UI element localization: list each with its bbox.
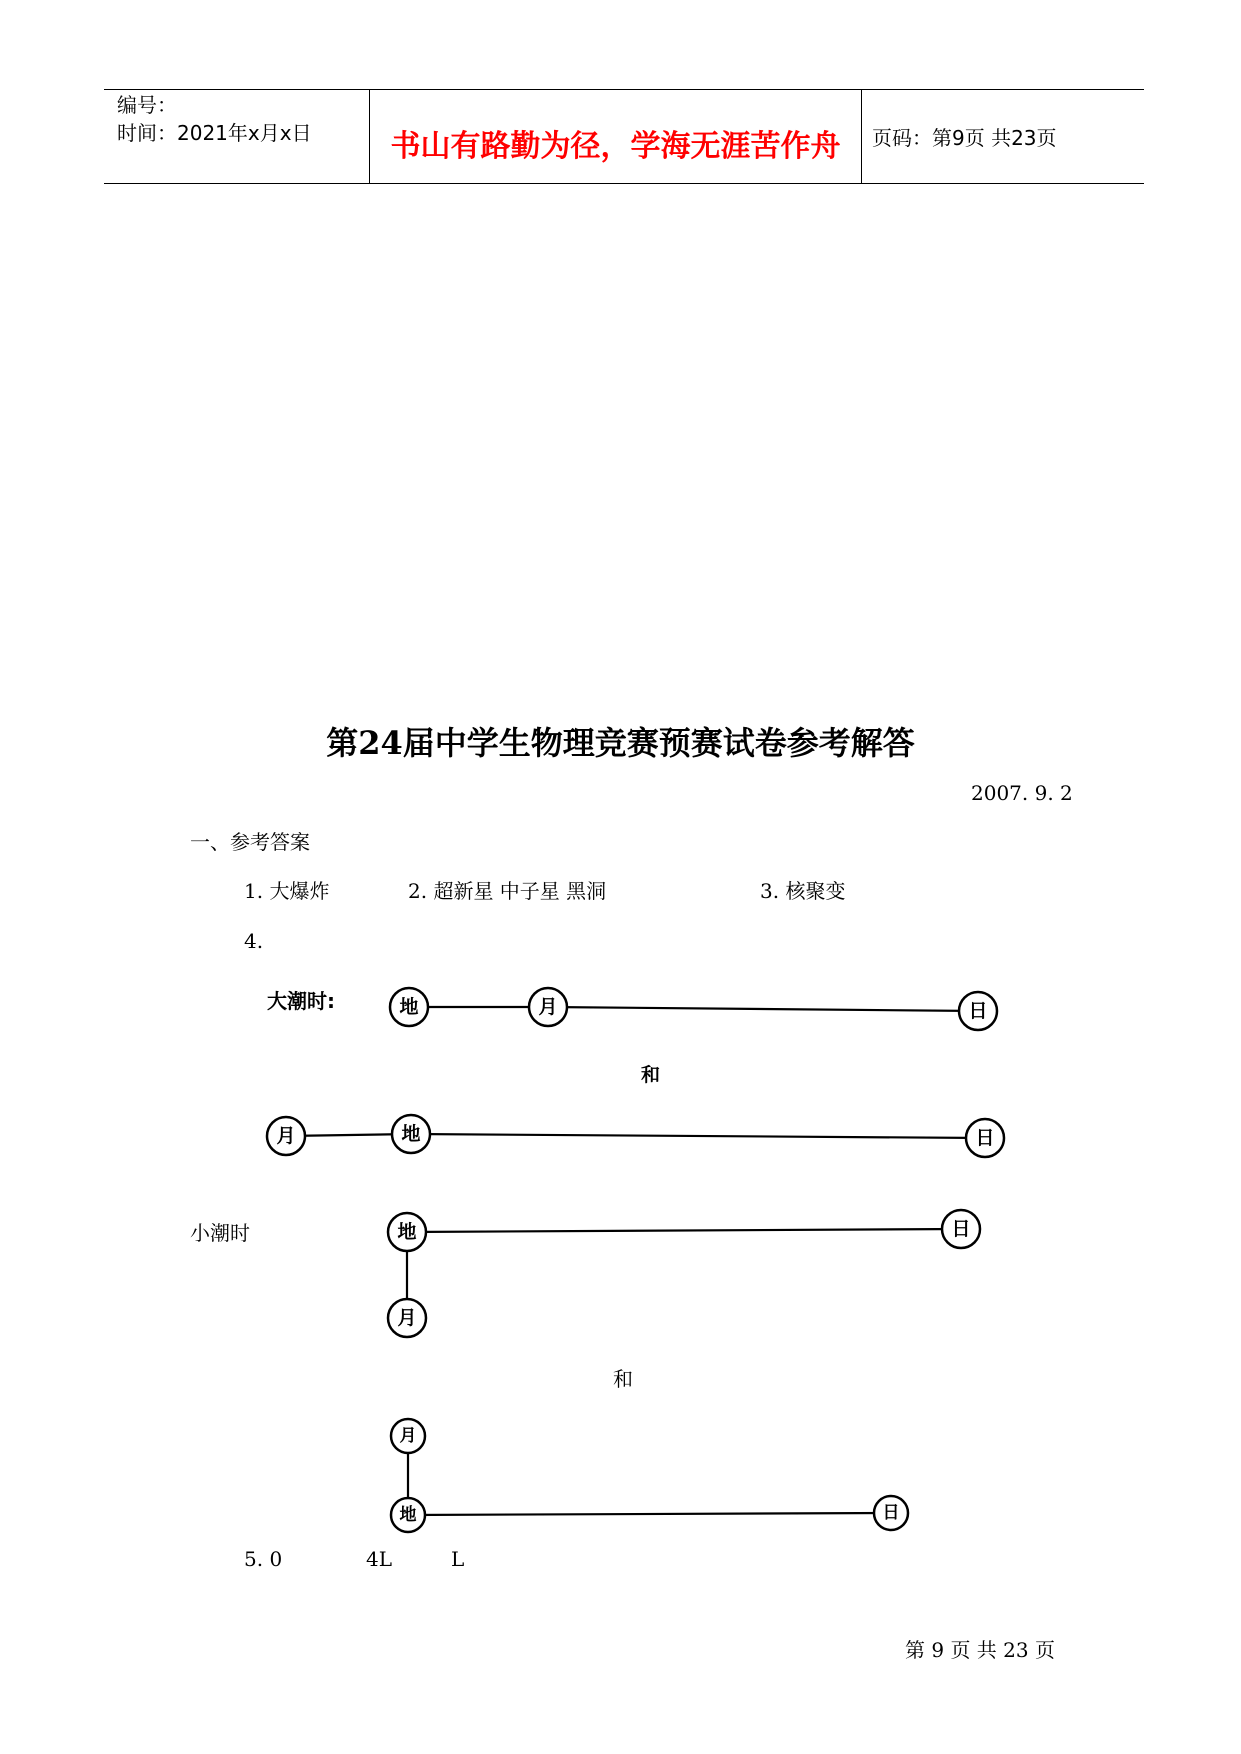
- page-label: 页码：第9页 共23页: [872, 126, 1057, 150]
- node-earth-2: [392, 1115, 430, 1153]
- answer-5-part-1: 5. 0: [244, 1547, 283, 1571]
- node-earth-2-label: 地: [401, 1123, 421, 1145]
- node-moon-3-label: 月: [397, 1307, 417, 1329]
- node-earth-3-label: 地: [397, 1221, 417, 1243]
- node-earth-1: [390, 988, 428, 1026]
- node-sun-2: [966, 1119, 1004, 1157]
- node-moon-2: [267, 1117, 305, 1155]
- spring-tide-label: 大潮时:: [267, 989, 335, 1013]
- node-moon-1-label: 月: [538, 996, 558, 1018]
- link-earth-sun-2: [411, 1134, 985, 1138]
- answer-3: 3. 核聚变: [760, 879, 846, 903]
- document-date: 2007. 9. 2: [971, 781, 1073, 805]
- node-sun-3: [942, 1210, 980, 1248]
- answer-5-part-3: L: [451, 1547, 465, 1571]
- node-sun-3-label: 日: [951, 1218, 971, 1240]
- node-sun-2-label: 日: [975, 1127, 995, 1149]
- node-sun-4: [874, 1496, 908, 1530]
- answer-5-part-2: 4L: [366, 1547, 393, 1571]
- node-moon-4: [391, 1419, 425, 1453]
- link-earth-sun-4: [408, 1513, 891, 1515]
- section-heading: 一、参考答案: [190, 830, 310, 854]
- node-sun-1-label: 日: [968, 1000, 988, 1022]
- node-sun-1: [959, 992, 997, 1030]
- and-label-1: 和: [641, 1064, 661, 1086]
- document-title: 第24届中学生物理竞赛预赛试卷参考解答: [326, 724, 915, 762]
- node-sun-4-label: 日: [882, 1503, 900, 1523]
- neap-tide-label: 小潮时: [190, 1221, 250, 1245]
- answer-4: 4.: [244, 929, 264, 953]
- serial-label: 编号：: [117, 93, 177, 117]
- node-moon-2-label: 月: [276, 1125, 296, 1147]
- link-moon-sun-1: [548, 1007, 978, 1011]
- node-earth-4: [391, 1498, 425, 1532]
- page-footer: 第 9 页 共 23 页: [905, 1638, 1055, 1662]
- answer-1: 1. 大爆炸: [244, 879, 330, 903]
- node-earth-1-label: 地: [399, 996, 419, 1018]
- header-motto: 书山有路勤为径，学海无涯苦作舟: [390, 129, 841, 164]
- node-earth-4-label: 地: [399, 1505, 417, 1525]
- time-label: 时间：2021年x月x日: [117, 121, 312, 145]
- node-moon-1: [529, 988, 567, 1026]
- node-moon-3: [388, 1299, 426, 1337]
- node-moon-4-label: 月: [399, 1426, 417, 1446]
- answer-2: 2. 超新星 中子星 黑洞: [408, 879, 607, 903]
- node-earth-3: [388, 1213, 426, 1251]
- and-label-2: 和: [613, 1367, 633, 1391]
- link-earth-sun-3: [407, 1229, 961, 1232]
